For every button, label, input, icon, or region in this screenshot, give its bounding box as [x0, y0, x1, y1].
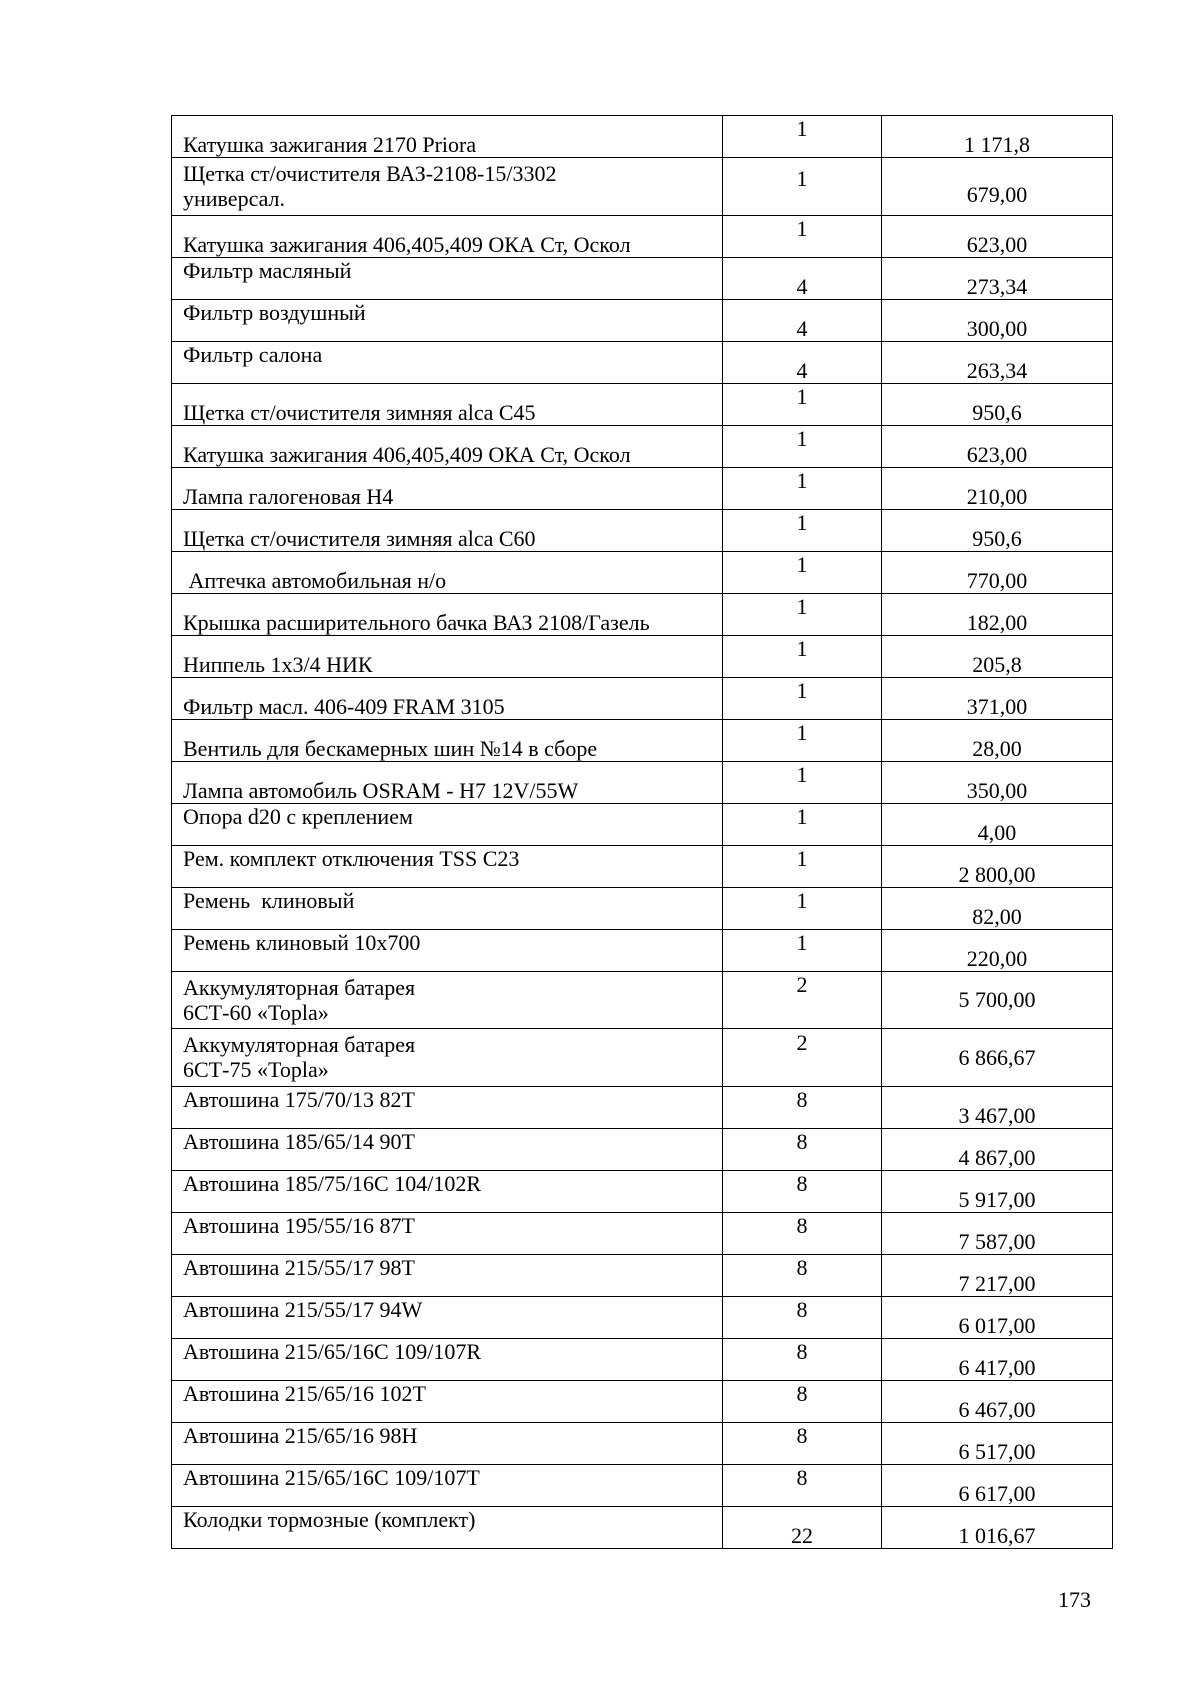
table-row: [172, 1338, 1113, 1380]
item-name-cell: [172, 299, 723, 341]
table-row: [172, 341, 1113, 383]
item-quantity: 1: [723, 425, 882, 467]
item-name: Опора d20 с креплением: [183, 803, 413, 829]
table-row: [172, 887, 1113, 929]
item-name: Автошина 175/70/13 82Т: [183, 1086, 415, 1112]
item-name: универсал.: [183, 186, 286, 212]
table-row: [172, 677, 1113, 719]
item-name-cell: [172, 1086, 723, 1128]
item-price: 350,00: [882, 761, 1113, 803]
item-price: 6 517,00: [882, 1422, 1113, 1464]
item-name-cell: [172, 467, 723, 509]
item-quantity: 1: [723, 509, 882, 551]
item-price: 3 467,00: [882, 1086, 1113, 1128]
table-row: [172, 929, 1113, 971]
item-quantity: 8: [723, 1212, 882, 1254]
item-name: Аптечка автомобильная н/о: [183, 567, 447, 593]
item-name-cell: [172, 257, 723, 299]
item-name: Катушка зажигания 406,405,409 ОКА Ст, Оскол: [183, 441, 631, 467]
item-quantity: 1: [723, 467, 882, 509]
items-table: [171, 115, 1113, 1549]
item-price: 7 217,00: [882, 1254, 1113, 1296]
item-quantity: 8: [723, 1128, 882, 1170]
table-row: [172, 1254, 1113, 1296]
item-price: 220,00: [882, 929, 1113, 971]
item-name: Катушка зажигания 406,405,409 ОКА Ст, Оскол: [183, 231, 631, 257]
table-row: [172, 1422, 1113, 1464]
item-price: 950,6: [882, 509, 1113, 551]
item-quantity: 1: [723, 761, 882, 803]
item-quantity: 1: [723, 215, 882, 257]
table-row: [172, 971, 1113, 1029]
table-row: [172, 719, 1113, 761]
item-quantity: 8: [723, 1296, 882, 1338]
table-row: [172, 116, 1113, 158]
item-price: 6 866,67: [882, 1029, 1113, 1087]
item-price: 263,34: [882, 341, 1113, 383]
item-price: 1 016,67: [882, 1506, 1113, 1548]
item-name-cell: [172, 1380, 723, 1422]
item-name: Автошина 215/65/16С 109/107Т: [183, 1464, 480, 1490]
item-name: Крышка расширительного бачка ВАЗ 2108/Газель: [183, 609, 650, 635]
item-price: 770,00: [882, 551, 1113, 593]
table-row: [172, 845, 1113, 887]
item-name-cell: [172, 593, 723, 635]
item-name-cell: [172, 158, 723, 216]
table-row: [172, 1296, 1113, 1338]
item-quantity: 8: [723, 1170, 882, 1212]
table-row: [172, 1086, 1113, 1128]
item-price: 371,00: [882, 677, 1113, 719]
item-name-cell: [172, 719, 723, 761]
table-row: [172, 1170, 1113, 1212]
item-name: Колодки тормозные (комплект): [183, 1506, 476, 1532]
item-price: 623,00: [882, 425, 1113, 467]
item-price: 273,34: [882, 257, 1113, 299]
table-row: [172, 1380, 1113, 1422]
item-name: Автошина 215/65/16С 109/107R: [183, 1338, 481, 1364]
item-quantity: 8: [723, 1464, 882, 1506]
table-row: [172, 257, 1113, 299]
item-name-cell: [172, 1128, 723, 1170]
item-name-cell: [172, 215, 723, 257]
item-quantity: 1: [723, 116, 882, 158]
item-price: 205,8: [882, 635, 1113, 677]
item-name-cell: [172, 425, 723, 467]
table-row: [172, 1029, 1113, 1087]
item-quantity: 8: [723, 1338, 882, 1380]
page-number: 173: [1058, 1587, 1091, 1612]
item-name: Фильтр воздушный: [183, 299, 366, 325]
item-name: Щетка ст/очистителя зимняя alca C60: [183, 525, 536, 551]
item-name-cell: [172, 845, 723, 887]
item-name-cell: [172, 1296, 723, 1338]
item-quantity: 1: [723, 551, 882, 593]
items-table-body: [172, 116, 1113, 1549]
item-price: 1 171,8: [882, 116, 1113, 158]
item-price: 679,00: [882, 158, 1113, 216]
item-name: Рем. комплект отключения TSS C23: [183, 845, 520, 871]
item-name: Вентиль для бескамерных шин №14 в сборе: [183, 735, 598, 761]
item-quantity: 2: [723, 971, 882, 1029]
item-quantity: 2: [723, 1029, 882, 1087]
item-price: 82,00: [882, 887, 1113, 929]
item-quantity: 1: [723, 383, 882, 425]
item-price: 2 800,00: [882, 845, 1113, 887]
item-price: 4 867,00: [882, 1128, 1113, 1170]
item-price: 6 417,00: [882, 1338, 1113, 1380]
item-price: 210,00: [882, 467, 1113, 509]
item-price: 4,00: [882, 803, 1113, 845]
item-price: 623,00: [882, 215, 1113, 257]
item-name: Катушка зажигания 2170 Priora: [183, 132, 477, 157]
item-name-cell: [172, 1254, 723, 1296]
item-quantity: 1: [723, 593, 882, 635]
item-name: 6СТ-75 «Topla»: [183, 1057, 329, 1083]
item-name: Лампа автомобиль OSRAM - H7 12V/55W: [183, 777, 579, 803]
item-quantity: 1: [723, 719, 882, 761]
item-quantity: 1: [723, 929, 882, 971]
item-quantity: 1: [723, 677, 882, 719]
item-price: 7 587,00: [882, 1212, 1113, 1254]
item-name-cell: [172, 341, 723, 383]
item-quantity: 8: [723, 1254, 882, 1296]
item-name-cell: [172, 1029, 723, 1087]
item-name: Автошина 185/65/14 90Т: [183, 1128, 415, 1154]
item-quantity: 1: [723, 635, 882, 677]
item-quantity: 4: [723, 299, 882, 341]
item-name-cell: [172, 1338, 723, 1380]
item-quantity: 22: [723, 1506, 882, 1548]
table-row: [172, 158, 1113, 216]
item-quantity: 8: [723, 1380, 882, 1422]
item-name-cell: [172, 551, 723, 593]
item-quantity: 1: [723, 887, 882, 929]
item-name-cell: [172, 509, 723, 551]
item-name-cell: [172, 1422, 723, 1464]
item-name: Аккумуляторная батарея: [183, 1032, 416, 1058]
item-quantity: 1: [723, 845, 882, 887]
table-row: [172, 635, 1113, 677]
item-name-cell: [172, 929, 723, 971]
table-row: [172, 803, 1113, 845]
item-name: Лампа галогеновая Н4: [183, 483, 394, 509]
item-price: 182,00: [882, 593, 1113, 635]
table-row: [172, 467, 1113, 509]
item-name: Автошина 195/55/16 87Т: [183, 1212, 415, 1238]
item-name-cell: [172, 116, 723, 158]
item-name: Ниппель 1х3/4 НИК: [183, 651, 373, 677]
item-name: Автошина 215/65/16 98Н: [183, 1422, 418, 1448]
item-name: Автошина 215/55/17 94W: [183, 1296, 423, 1322]
item-name: 6СТ-60 «Topla»: [183, 999, 329, 1025]
item-quantity: 8: [723, 1086, 882, 1128]
table-row: [172, 215, 1113, 257]
item-price: 300,00: [882, 299, 1113, 341]
item-name: Фильтр салона: [183, 341, 323, 367]
item-price: 6 617,00: [882, 1464, 1113, 1506]
table-row: [172, 383, 1113, 425]
item-quantity: 8: [723, 1422, 882, 1464]
item-name-cell: [172, 887, 723, 929]
item-quantity: 4: [723, 341, 882, 383]
item-name-cell: [172, 1464, 723, 1506]
item-quantity: 1: [723, 158, 882, 216]
item-name: Автошина 185/75/16С 104/102R: [183, 1170, 481, 1196]
item-name-cell: [172, 383, 723, 425]
item-name-cell: [172, 1212, 723, 1254]
item-name: Фильтр масляный: [183, 257, 352, 283]
table-row: [172, 761, 1113, 803]
item-price: 5 917,00: [882, 1170, 1113, 1212]
item-name-cell: [172, 971, 723, 1029]
item-price: 6 467,00: [882, 1380, 1113, 1422]
item-name-cell: [172, 677, 723, 719]
item-name: Фильтр масл. 406-409 FRAM 3105: [183, 693, 505, 719]
table-row: [172, 425, 1113, 467]
table-row: [172, 593, 1113, 635]
item-quantity: 4: [723, 257, 882, 299]
table-row: [172, 1464, 1113, 1506]
item-name-cell: [172, 1506, 723, 1548]
item-name: Щетка ст/очистителя зимняя alca C45: [183, 399, 536, 425]
item-price: 5 700,00: [882, 971, 1113, 1029]
table-row: [172, 299, 1113, 341]
item-name: Аккумуляторная батарея: [183, 974, 416, 1000]
table-row: [172, 551, 1113, 593]
table-row: [172, 1506, 1113, 1548]
item-price: 6 017,00: [882, 1296, 1113, 1338]
item-name: Автошина 215/65/16 102Т: [183, 1380, 426, 1406]
item-price: 950,6: [882, 383, 1113, 425]
item-name-cell: [172, 1170, 723, 1212]
item-price: 28,00: [882, 719, 1113, 761]
item-name-cell: [172, 803, 723, 845]
table-row: [172, 1212, 1113, 1254]
item-name-cell: [172, 761, 723, 803]
item-name: Ремень клиновый 10х700: [183, 929, 421, 955]
item-name: Ремень клиновый: [183, 887, 355, 913]
item-name-cell: [172, 635, 723, 677]
item-name: Щетка ст/очистителя ВАЗ-2108-15/3302: [183, 161, 557, 187]
table-row: [172, 509, 1113, 551]
item-quantity: 1: [723, 803, 882, 845]
item-name: Автошина 215/55/17 98Т: [183, 1254, 415, 1280]
table-row: [172, 1128, 1113, 1170]
